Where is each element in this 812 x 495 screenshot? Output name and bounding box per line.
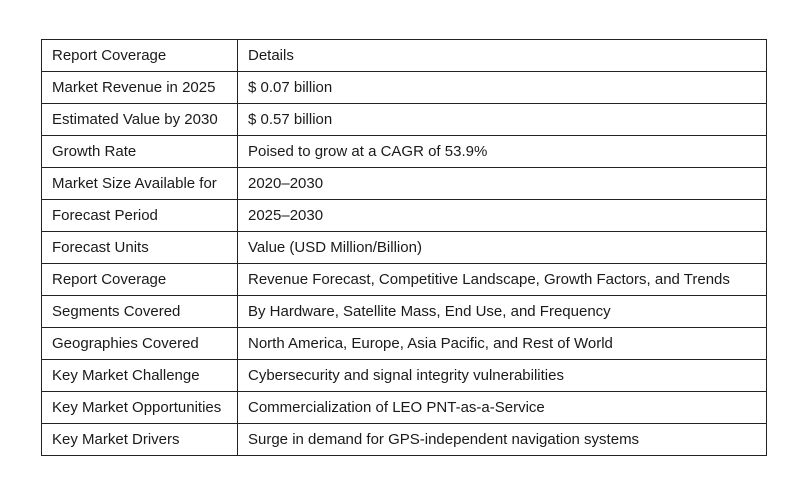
row-key-cell: Growth Rate <box>42 136 238 168</box>
row-value-cell: By Hardware, Satellite Mass, End Use, and Frequency <box>238 296 767 328</box>
row-key-cell: Report Coverage <box>42 264 238 296</box>
row-value-cell: Commercialization of LEO PNT-as-a-Service <box>238 392 767 424</box>
row-key-cell: Key Market Opportunities <box>42 392 238 424</box>
row-value-cell: Details <box>238 40 767 72</box>
table-row <box>42 232 767 264</box>
row-key-cell: Forecast Period <box>42 200 238 232</box>
row-value-cell: $ 0.57 billion <box>238 104 767 136</box>
table-row <box>42 360 767 392</box>
table-row <box>42 264 767 296</box>
row-value-cell: Surge in demand for GPS-independent navigation systems <box>238 424 767 456</box>
table-row <box>42 72 767 104</box>
row-value-cell: Poised to grow at a CAGR of 53.9% <box>238 136 767 168</box>
row-value-cell: $ 0.07 billion <box>238 72 767 104</box>
row-key-cell: Segments Covered <box>42 296 238 328</box>
row-value-cell: Cybersecurity and signal integrity vulnerabilities <box>238 360 767 392</box>
table-row <box>42 424 767 456</box>
table-row <box>42 168 767 200</box>
row-value-cell: Revenue Forecast, Competitive Landscape, Growth Factors, and Trends <box>238 264 767 296</box>
row-value-cell: North America, Europe, Asia Pacific, and Rest of World <box>238 328 767 360</box>
table-row <box>42 328 767 360</box>
row-key-cell: Key Market Challenge <box>42 360 238 392</box>
row-key-cell: Estimated Value by 2030 <box>42 104 238 136</box>
row-value-cell: Value (USD Million/Billion) <box>238 232 767 264</box>
report-coverage-table <box>41 39 767 456</box>
table-row <box>42 104 767 136</box>
row-key-cell: Forecast Units <box>42 232 238 264</box>
table-body <box>42 40 767 456</box>
table-row <box>42 40 767 72</box>
row-key-cell: Market Revenue in 2025 <box>42 72 238 104</box>
row-key-cell: Market Size Available for <box>42 168 238 200</box>
row-key-cell: Key Market Drivers <box>42 424 238 456</box>
table-row <box>42 296 767 328</box>
table-row <box>42 136 767 168</box>
row-value-cell: 2020–2030 <box>238 168 767 200</box>
row-key-cell: Report Coverage <box>42 40 238 72</box>
row-value-cell: 2025–2030 <box>238 200 767 232</box>
table-row <box>42 200 767 232</box>
row-key-cell: Geographies Covered <box>42 328 238 360</box>
table-row <box>42 392 767 424</box>
